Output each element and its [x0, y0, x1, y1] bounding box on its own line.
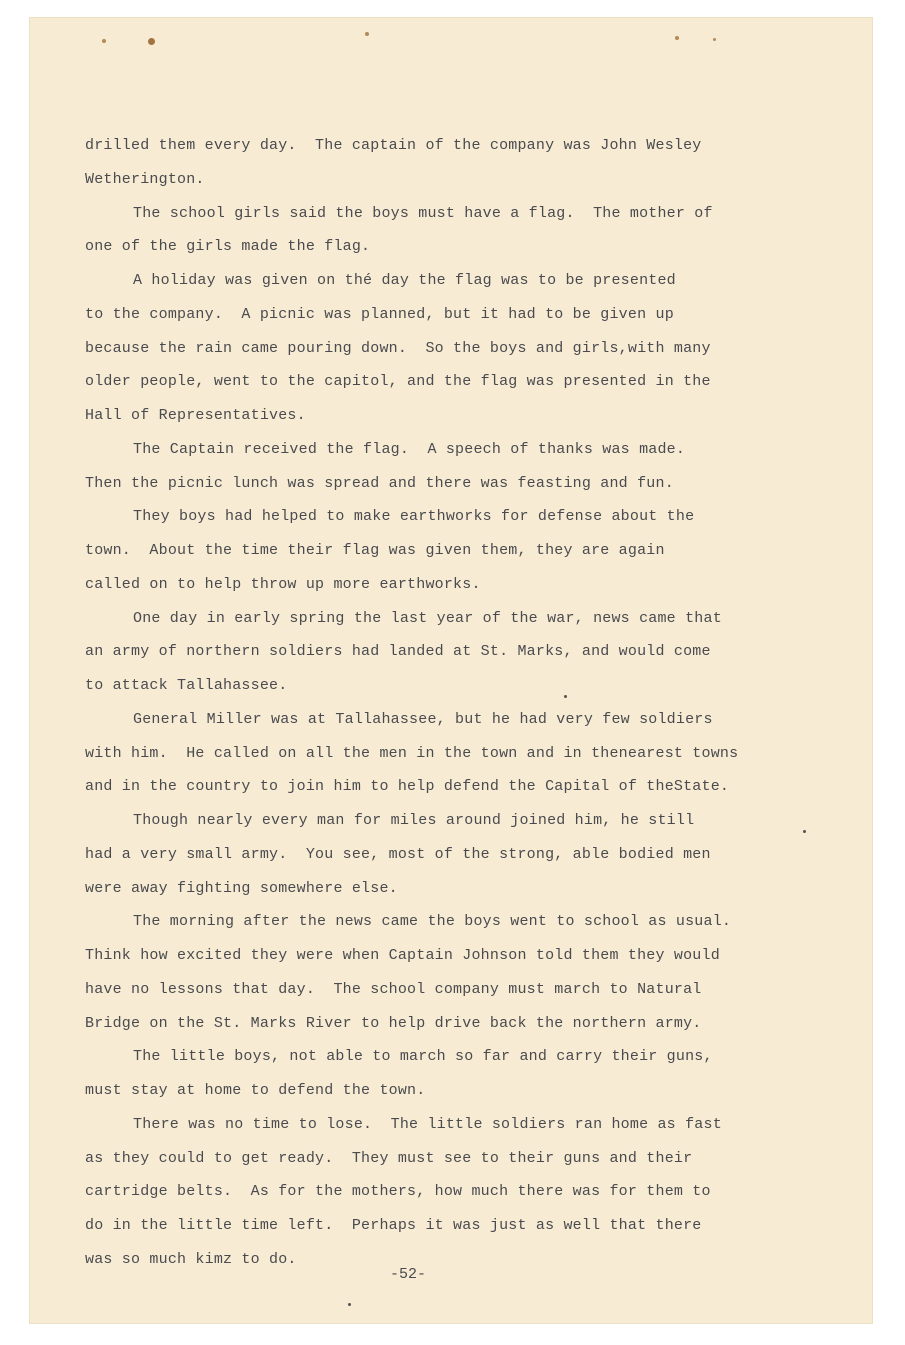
text-line: and in the country to join him to help defend the Capital of theState. — [85, 778, 730, 796]
text-line: called on to help throw up more earthworks. — [85, 575, 481, 593]
text-line: General Miller was at Tallahassee, but he had very few soldiers — [133, 710, 713, 728]
text-line: They boys had helped to make earthworks for defense about the — [133, 508, 695, 526]
text-line: The morning after the news came the boys went to school as usual. — [133, 913, 732, 931]
punch-hole-mark — [148, 38, 155, 45]
page-number: -52- — [390, 1266, 427, 1283]
text-line: The little boys, not able to march so far and carry their guns, — [133, 1048, 713, 1066]
text-line: one of the girls made the flag. — [85, 238, 371, 256]
paper-speck-4 — [713, 38, 716, 41]
paper-speck-1 — [102, 39, 106, 43]
text-line: were away fighting somewhere else. — [85, 879, 398, 897]
text-line: Bridge on the St. Marks River to help drive back the northern army. — [85, 1014, 702, 1032]
text-line: do in the little time left. Perhaps it was just as well that there — [85, 1217, 702, 1234]
text-line: Think how excited they were when Captain Johnson told them they would — [85, 947, 720, 964]
text-line: Wetherington. — [85, 170, 205, 188]
typed-text-body — [85, 129, 835, 1277]
text-line: There was no time to lose. The little soldiers ran home as fast — [133, 1115, 722, 1133]
text-line: an army of northern soldiers had landed at St. Marks, and would come — [85, 643, 711, 661]
text-line: had a very small army. You see, most of the strong, able bodied men — [85, 845, 711, 863]
text-line: because the rain came pouring down. So the boys and girls,with many — [85, 339, 711, 357]
text-line: Though nearly every man for miles around joined him, he still — [133, 812, 695, 829]
text-line: Hall of Representatives. — [85, 407, 306, 424]
text-line: town. About the time their flag was given them, they are again — [85, 542, 665, 559]
text-line: to the company. A picnic was planned, but it had to be given up — [85, 305, 674, 323]
paper-speck-2 — [365, 32, 369, 36]
paper-speck-3 — [675, 36, 679, 40]
text-line: older people, went to the capitol, and the flag was presented in the — [85, 373, 711, 391]
paper-speck-7 — [348, 1303, 351, 1306]
text-line: with him. He called on all the men in the town and in thenearest towns — [85, 744, 739, 762]
text-line: cartridge belts. As for the mothers, how much there was for them to — [85, 1183, 711, 1201]
text-line: One day in early spring the last year of the war, news came that — [133, 609, 722, 627]
text-line: The Captain received the flag. A speech of thanks was made. — [133, 440, 686, 458]
text-line: drilled them every day. The captain of the company was John Wesley — [85, 137, 702, 154]
text-line: have no lessons that day. The school company must march to Natural — [85, 980, 702, 998]
text-line: The school girls said the boys must have a flag. The mother of — [133, 204, 713, 222]
text-line: A holiday was given on thé day the flag was to be presented — [133, 272, 676, 289]
text-line: to attack Tallahassee. — [85, 677, 288, 694]
text-line: was so much kimz to do. — [85, 1250, 297, 1268]
text-line: Then the picnic lunch was spread and there was feasting and fun. — [85, 474, 674, 492]
text-line: must stay at home to defend the town. — [85, 1082, 426, 1099]
text-line: as they could to get ready. They must see to their guns and their — [85, 1149, 693, 1167]
